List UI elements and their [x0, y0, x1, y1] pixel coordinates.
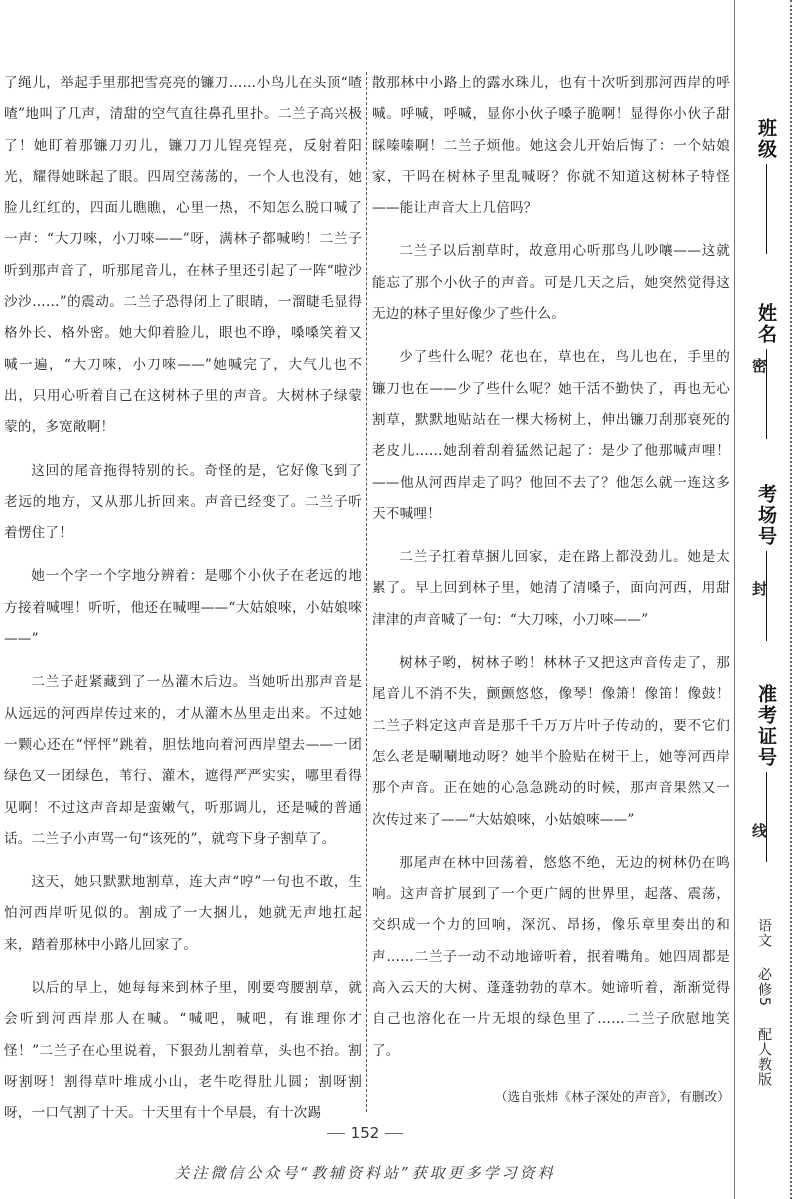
right-text-column — [372, 68, 730, 1124]
source-citation: （选自张炜《林子深处的声音》，有删改） — [494, 1088, 730, 1104]
paragraph: 散那林中小路上的露水珠儿，也有十次听到那河西岸的呼喊。呼喊，呼喊，显你小伙子嗓子脆啊！显得你小伙子甜睬嗪嗪啊！二兰子烦他。她这会儿开始后悔了：一个姑娘家，干吗在树林子里乱喊呀？你就不知道这树林子特怪——能让声音大上几倍吗？ — [372, 75, 730, 217]
paragraph: 以后的早上，她每每来到林子里，刚要弯腰割草，就会听到河西岸那人在喊。“喊吧，喊吧，有谁理你才怪！”二兰子在心里说着，下狠劲儿割着草，头也不抬。割呀割呀！割得草叶堆成小山，老牛吃得肚儿圆；割呀割呀，一口气割了十天。十天里有十个早晨，有十次踢 — [4, 980, 362, 1122]
column-divider — [366, 72, 367, 1112]
class-field-label: 班级 — [755, 118, 777, 160]
exam-room-field-label: 考场号 — [755, 484, 777, 547]
binding-dotted-line — [790, 0, 792, 1199]
paragraph: 二兰子赶紧藏到了一丛灌木后边。当她听出那声音是从远远的河西岸传过来的，才从灌木丛里走出来。不过她一颗心还在“怦怦”跳着，胆怯地向着河西岸望去——一团绿色又一团绿色，苇行、灌木，遮得严严实实，哪里看得见啊！不过这声音却是蛮嫩气，听那调儿，还是喊的普通话。二兰子小声骂一句“该死的”，就弯下身子割草了。 — [4, 674, 362, 847]
page-number-rule — [327, 1133, 345, 1134]
left-text-column — [4, 68, 362, 1142]
paragraph: 这天，她只默默地割草，连大声“哼”一句也不敢，生怕河西岸听见似的。割成了一大捆儿，她就无声地扛起来，踏着那林中小路儿回家了。 — [4, 874, 362, 953]
class-field — [746, 118, 780, 254]
paragraph: 她一个字一个字地分辨着：是哪个小伙子在老远的地方接着喊哩！听听，他还在喊哩——“大姑娘唻，小姑娘唻——” — [4, 568, 362, 648]
ticket-number-field-label: 准考证号 — [755, 684, 777, 768]
seal-mark-xian: 线 — [752, 822, 768, 840]
paragraph: 树林子哟，树林子哟！林林子又把这声音传走了，那尾音儿不消不失，颤颤悠悠，像琴！像箫！像笛！像鼓！二兰子料定这声音是那千千万万片叶子传动的，要不它们怎么老是唰唰地动呀？她半个脸贴在树干上，她等河西岸那个声音。正在她的心急急跳动的时候，那声音果然又一次传过来了——“大姑娘唻，小姑娘唻——” — [372, 655, 730, 828]
subject-name: 语文 — [756, 918, 772, 948]
page-number-rule — [385, 1133, 403, 1134]
seal-mark-mi: 密 — [752, 357, 768, 375]
paragraph: 那尾声在林中回荡着，悠悠不绝，无边的树林仍在鸣响。这声音扩展到了一个更广阔的世界里，起落、震荡，交织成一个力的回响，深沉、昂扬，像乐章里奏出的和声……二兰子一动不动地谛听着，抿着嘴角。她四周都是高入云天的大树、蓬蓬勃勃的草木。她谛听着，渐渐觉得自己也溶化在一片无垠的绿色里了……二兰子欣慰地笑了。 — [372, 854, 730, 1059]
exam-room-field — [746, 484, 780, 641]
page-number — [0, 1124, 730, 1142]
book-volume: 必修5 — [756, 967, 772, 1008]
paragraph: 二兰子以后割草时，故意用心听那鸟儿吵嚷——这就能忘了那个小伙子的声音。可是几天之后，她突然觉得这无边的林子里好像少了些什么。 — [372, 243, 730, 323]
paragraph: 少了些什么呢？花也在，草也在，鸟儿也在，手里的镰刀也在——少了些什么呢？她干活不勤快了，再也无心割草，默默地贴站在一棵大杨树上，伸出镰刀刮那衰死的老皮儿……她刮着刮着猛然记起了：是少了他那喊声哩！——他从河西岸走了吗？他回不去了？他怎么就一连这多天不喊哩！ — [372, 349, 730, 522]
seal-mark-feng: 封 — [752, 580, 768, 598]
page-number-text: 152 — [350, 1124, 380, 1142]
paragraph: 了绳儿，举起手里那把雪亮亮的镰刀……小鸟儿在头顶“喳喳”地叫了几声，清甜的空气直往鼻孔里扑。二兰子高兴极了！她盯着那镰刀刃儿，镰刀刀儿锃亮锃亮，反射着阳光，耀得她眯起了眼。四周空荡荡的，一个人也没有，她脸儿红红的，四面儿瞧瞧，心里一热，不知怎么脱口喊了一声：“大刀唻，小刀唻——”呀，满林子都喊哟！二兰子听到那声音了，听那尾音儿，在林子里还引起了一阵“啦沙沙沙……”的震动。二兰子恐得闭上了眼睛，一溜睫毛显得格外长、格外密。她大仰着脸儿，眼也不睁，嗓嗓笑着又喊一遍，“大刀唻，小刀唻——”她喊完了，大气儿也不出，只用心听着自己在这树林子里的声音。大树林子绿蒙蒙的，多宽敞啊！ — [4, 75, 362, 436]
binding-separator-line — [734, 0, 735, 1199]
class-field-blank — [766, 164, 767, 254]
paragraph: 二兰子扛着草捆儿回家，走在路上都没劲儿。她是太累了。早上回到林子里，她清了清嗓子，面向河西，用甜津津的声音喊了一句：“大刀唻，小刀唻——” — [372, 549, 730, 628]
name-field-label: 姓名 — [755, 303, 777, 345]
edition: 配人教版 — [756, 1026, 772, 1087]
ticket-number-field-blank — [766, 772, 767, 862]
paragraph: 这回的尾音拖得特别的长。奇怪的是，它好像飞到了老远的地方，又从那儿折回来。声音已经变了。二兰子听着愣住了！ — [4, 462, 362, 542]
subject-tag — [754, 918, 774, 1101]
footer-note: 关注微信公众号“教辅资料站”获取更多学习资料 — [174, 1164, 556, 1182]
